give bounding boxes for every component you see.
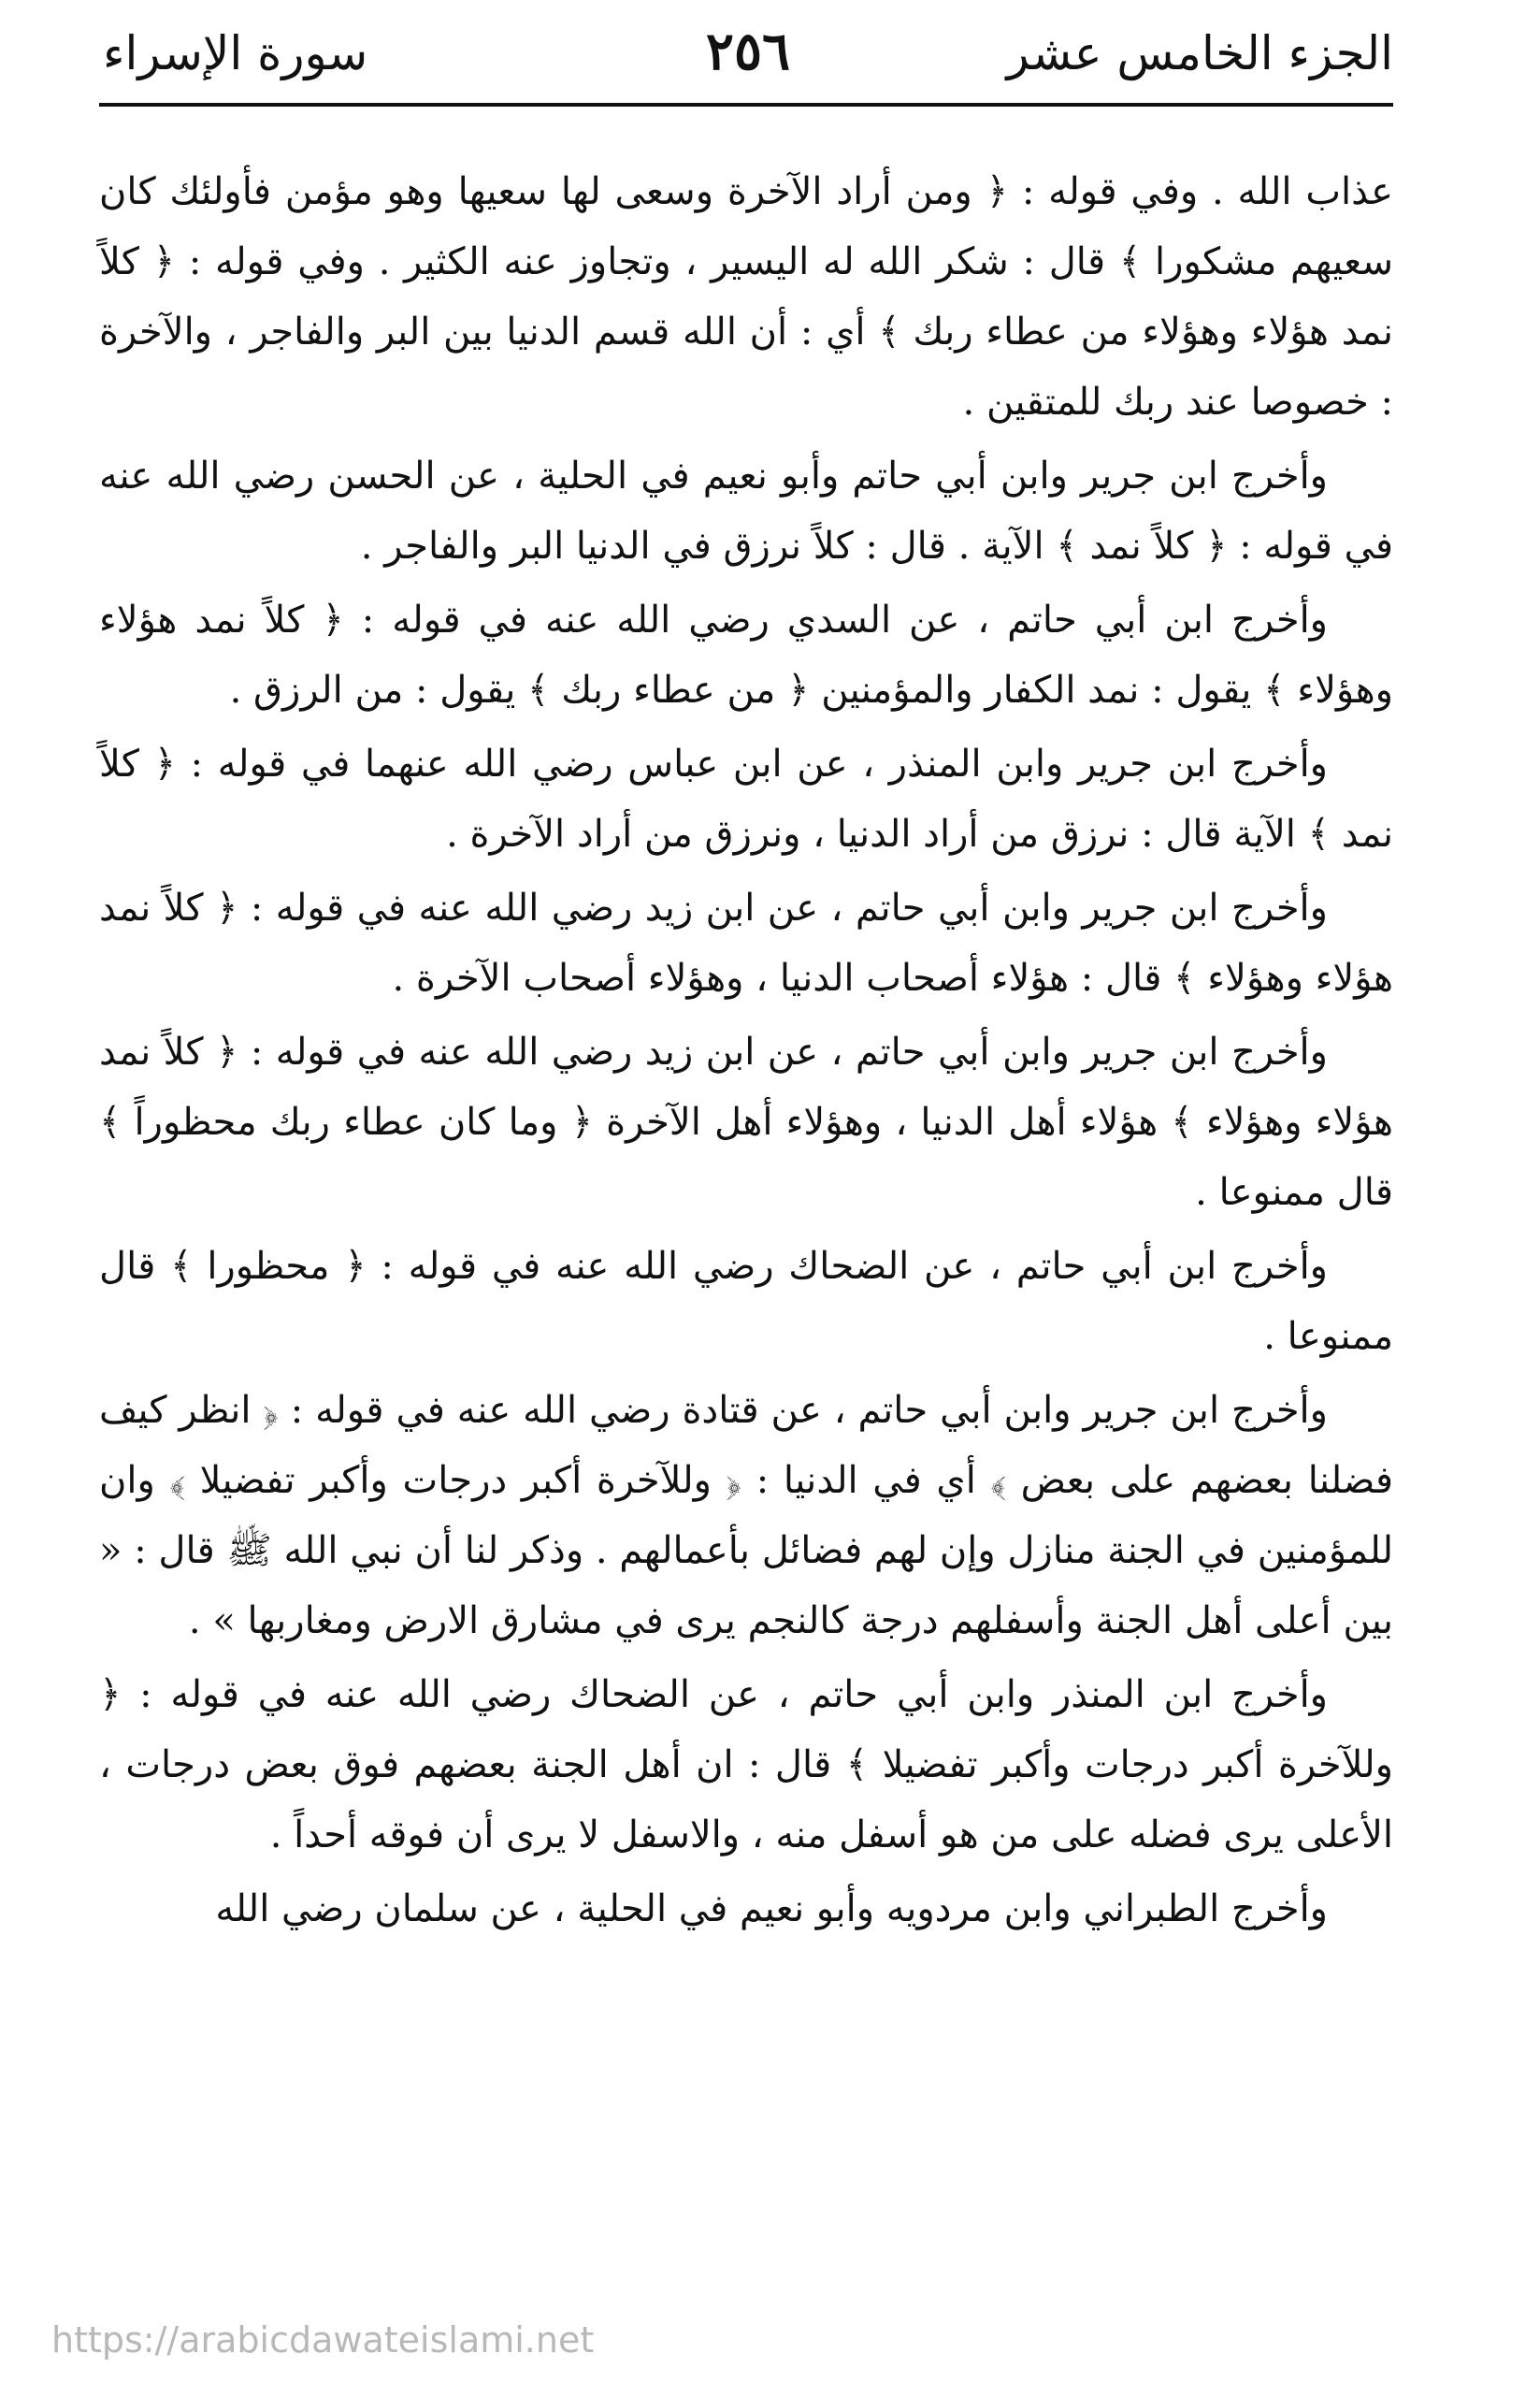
paragraph-3: وأخرج ابن أبي حاتم ، عن السدي رضي الله عنه في قوله : ﴿ كلاً نمد هؤلاء وهؤلاء ﴾ يقول : نمد الكفار والمؤمنين ﴿ من عطاء ربك ﴾ يقول : من الرزق . (99, 599, 1393, 712)
header-divider (99, 103, 1393, 107)
surah-label: سورة الإسراء (103, 26, 368, 80)
paragraph-9: وأخرج ابن المنذر وابن أبي حاتم ، عن الضحاك رضي الله عنه في قوله : ﴿ وللآخرة أكبر درجات وأكبر تفضيلا ﴾ قال : ان أهل الجنة بعضهم فوق بعض درجات ، الأعلى يرى فضله على من هو أسفل منه ، والاسفل لا يرى أن فوقه أحداً . (99, 1673, 1393, 1856)
juz-label: الجزء الخامس عشر (1006, 26, 1393, 80)
paragraph-8: وأخرج ابن جرير وابن أبي حاتم ، عن قتادة رضي الله عنه في قوله : ﴿ انظر كيف فضلنا بعضهم على بعض ﴾ أي في الدنيا : ﴿ وللآخرة أكبر درجات وأكبر تفضيلا ﴾ وان للمؤمنين في الجنة منازل وإن لهم فضائل بأعمالهم . وذكر لنا أن نبي الله ﷺ قال : « بين أعلى أهل الجنة وأسفلهم درجة كالنجم يرى في مشارق الارض ومغاربها » . (99, 1389, 1394, 1642)
paragraph-7: وأخرج ابن أبي حاتم ، عن الضحاك رضي الله عنه في قوله : ﴿ محظورا ﴾ قال ممنوعا . (99, 1245, 1393, 1358)
page-number: ٢٥٦ (705, 21, 791, 82)
paragraph-5: وأخرج ابن جرير وابن أبي حاتم ، عن ابن زيد رضي الله عنه في قوله : ﴿ كلاً نمد هؤلاء وهؤلاء ﴾ قال : هؤلاء أصحاب الدنيا ، وهؤلاء أصحاب الآخرة . (99, 887, 1393, 1000)
source-watermark: https://arabicdawateislami.net (51, 2319, 595, 2361)
paragraph-4: وأخرج ابن جرير وابن المنذر ، عن ابن عباس رضي الله عنهما في قوله : ﴿ كلاً نمد ﴾ الآية قال : نرزق من أراد الدنيا ، ونرزق من أراد الآخرة . (99, 743, 1393, 856)
page-header (103, 21, 1393, 95)
page-body (99, 157, 1393, 1948)
paragraph-2: وأخرج ابن جرير وابن أبي حاتم وأبو نعيم في الحلية ، عن الحسن رضي الله عنه في قوله : ﴿ كلاً نمد ﴾ الآية . قال : كلاً نرزق في الدنيا البر والفاجر . (99, 455, 1393, 568)
paragraph-10: وأخرج الطبراني وابن مردويه وأبو نعيم في الحلية ، عن سلمان رضي الله (215, 1887, 1328, 1930)
paragraph-6: وأخرج ابن جرير وابن أبي حاتم ، عن ابن زيد رضي الله عنه في قوله : ﴿ كلاً نمد هؤلاء وهؤلاء ﴾ هؤلاء أهل الدنيا ، وهؤلاء أهل الآخرة ﴿ وما كان عطاء ربك محظوراً ﴾ قال ممنوعا . (99, 1031, 1393, 1214)
paragraph-1: عذاب الله . وفي قوله : ﴿ ومن أراد الآخرة وسعى لها سعيها وهو مؤمن فأولئك كان سعيهم مشكورا ﴾ قال : شكر الله له اليسير ، وتجاوز عنه الكثير . وفي قوله : ﴿ كلاً نمد هؤلاء وهؤلاء من عطاء ربك ﴾ أي : أن الله قسم الدنيا بين البر والفاجر ، والآخرة : خصوصا عند ربك للمتقين . (99, 170, 1393, 424)
